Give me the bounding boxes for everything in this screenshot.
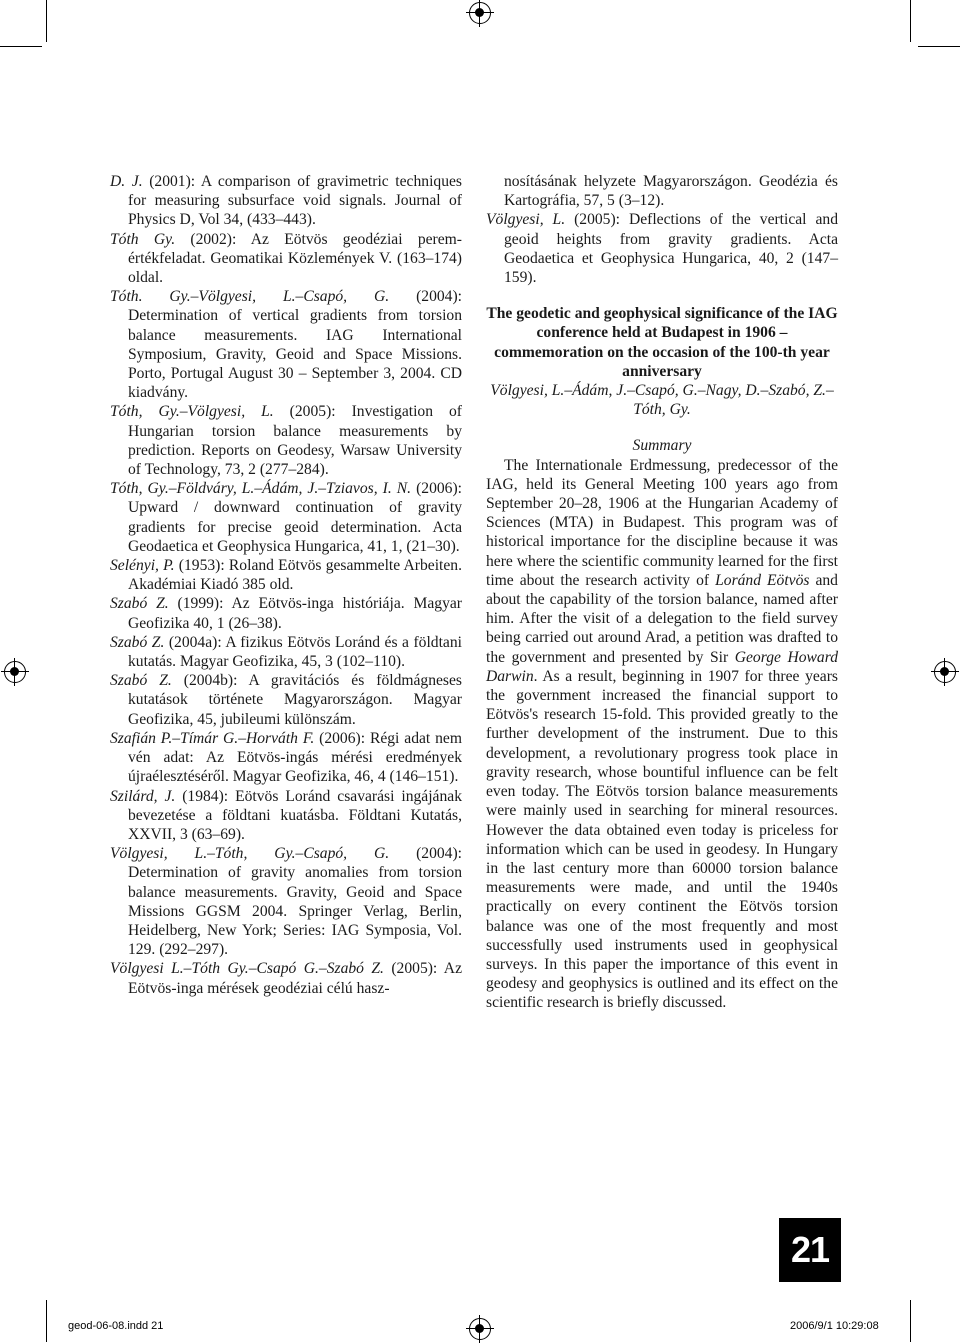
reference-author: Szabó Z. — [110, 633, 165, 651]
reference-item — [110, 402, 462, 479]
crop-mark — [46, 0, 47, 42]
reference-text: (1999): Az Eötvös-inga históriája. Magyar Geofizika 40, 1 (26–38). — [128, 595, 462, 632]
reference-item — [110, 787, 462, 845]
registration-mark-icon — [4, 661, 26, 683]
reference-item — [110, 671, 462, 729]
page-number: 21 — [779, 1218, 841, 1282]
summary-title: Summary — [632, 437, 692, 455]
reference-text: (2006): Régi adat nem vén adat: Az Eötvös-ingás mérési eredmények újraélesztéséről. Magyar Geofizika, 46, 4 (146–151). — [128, 729, 462, 786]
registration-mark-icon — [469, 1318, 491, 1340]
reference-author: Szafián P.–Tímár G.–Horváth F. — [110, 729, 315, 747]
crop-mark — [918, 46, 960, 47]
reference-item — [110, 959, 462, 997]
reference-author: Völgyesi, L. — [486, 211, 566, 229]
reference-item — [110, 287, 462, 402]
reference-text: (1953): Roland Eötvös gesammelte Arbeiten. Akadémiai Kiadó 385 old. — [128, 557, 463, 594]
reference-text: (2005): Investigation of Hungarian torsion balance measurements by prediction. Reports on Geodesy, Warsaw University of Technology, 73, 2 (277–284). — [128, 403, 462, 479]
reference-item — [110, 594, 462, 632]
reference-author: Völgyesi, L.–Tóth, Gy.–Csapó, G. — [110, 845, 390, 863]
crop-mark — [0, 46, 42, 47]
reference-author: Tóth, Gy.–Völgyesi, L. — [110, 403, 274, 421]
reference-item — [486, 172, 838, 210]
reference-item — [110, 479, 462, 556]
registration-mark-icon — [934, 661, 956, 683]
reference-item — [486, 210, 838, 287]
article-authors: Völgyesi, L.–Ádám, J.–Csapó, G.–Nagy, D.–Szabó, Z.–Tóth, Gy. — [490, 382, 834, 419]
reference-text: (1984): Eötvös Loránd csavarási ingájának bevezetése a földtani kuatásba. Földtani Kutatás, XXVII, 3 (63–69). — [128, 787, 462, 843]
reference-item — [110, 633, 462, 671]
reference-text: (2004b): A gravitációs és földmágneses kutatások története Magyarországon. Magyar Geofizika, 45, jubileumi különszám. — [128, 672, 462, 728]
person-name: George Howard Darwin — [486, 648, 838, 685]
reference-text: (2006): Upward / downward continuation of gravity gradients for precise geoid determination. Acta Geodaetica et Geophysica Hungarica, 41, 1, (21–30). — [128, 480, 462, 555]
crop-mark — [910, 0, 911, 42]
reference-author: Selényi, P. — [110, 557, 175, 575]
registration-mark-icon — [469, 2, 491, 24]
reference-text: (2004a): A fizikus Eötvös Loránd és a földtani kutatás. Magyar Geofizika, 45, 3 (102–110). — [128, 633, 462, 671]
reference-text: nosításának helyzete Magyarországon. Geodézia és Kartográfia, 57, 5 (3–12). — [504, 173, 838, 210]
reference-author: Szabó Z. — [110, 595, 169, 613]
crop-mark — [46, 1300, 47, 1342]
reference-item — [110, 844, 462, 959]
reference-text: (2004): Determination of gravity anomalies from torsion balance measurements. Gravity, Geoid and Space Missions GGSM 2004. Springer Verlag, Berlin, Heidelberg, New York; Series: IAG Symposia, Vol. 129. (292–297). — [128, 845, 462, 959]
person-name: Loránd Eötvös — [715, 571, 810, 589]
reference-author: Völgyesi L.–Tóth Gy.–Csapó G.–Szabó Z. — [110, 960, 384, 978]
reference-item — [110, 230, 462, 288]
crop-mark — [910, 1300, 911, 1342]
reference-author: Szilárd, J. — [110, 787, 176, 805]
right-column — [486, 172, 838, 1013]
reference-author: Tóth. Gy.–Völgyesi, L.–Csapó, G. — [110, 288, 390, 306]
reference-text: (2002): Az Eötvös geodéziai perem-értékfeladat. Geomatikai Közlemények V. (163–174) oldal. — [128, 230, 462, 287]
slug-file: geod-06-08.indd 21 — [68, 1320, 164, 1332]
summary-text: The Internationale Erdmessung, predecessor of the IAG, held its General Meeting 100 years ago from September 20–28, 1906 at the Hungarian Academy of Sciences (MTA) in Budapest. This program was of historical importance for the discipline because it was here where the scientific community learned for the first time about the research activity of Loránd Eötvös and about the capability of the torsion balance, named after him. After the visit of a delegation to the field survey being carried out around Arad, a petition was drafted to the government and presented by Sir George Howard Darwin. As a result, beginning in 1907 for three years the government increased the financial support to Eötvös's research 15-fold. This provided greatly to the further development of the instrument. Due to this development, a revolutionary progress took place in gravity research, whose bountiful influence can be felt even today. The Eötvös torsion balance measurements were mainly used in searching for mineral resources. However the data obtained even today is priceless for information which can be used in geodesy. In Hungary in the last century more than 60000 torsion balance measurements were made, and until the 1940s practically on every continent the Eötvös torsion balance was one of the most frequently and most successfully used instruments used in geophysical surveys. In this paper the importance of this event in geodesy and geophysics is outlined and its effect on the scientific research is briefly discussed. — [486, 456, 838, 1012]
reference-item — [110, 729, 462, 787]
reference-author: D. J. — [110, 173, 143, 190]
reference-text: (2005): Deflections of the vertical and geoid heights from gravity gradients. Acta Geodaetica et Geophysica Hungarica, 40, 2 (147–159). — [504, 211, 838, 287]
references-continued — [486, 172, 838, 287]
reference-text: (2004): Determination of vertical gradients from torsion balance measurements. IAG International Symposium, Gravity, Geoid and Space Missions. Porto, Portugal August 30 – September 3, 2004. CD kiadvány. — [128, 288, 462, 402]
reference-author: Tóth, Gy.–Földváry, L.–Ádám, J.–Tziavos, I. N. — [110, 480, 412, 498]
reference-text: (2001): A comparison of gravimetric techniques for measuring subsurface void signals. Journal of Physics D, Vol 34, (433–443). — [128, 173, 462, 229]
references-left-column — [110, 172, 462, 998]
reference-item — [110, 172, 462, 230]
reference-text: (2005): Az Eötvös-inga mérések geodéziai célú hasz- — [128, 960, 462, 997]
reference-item — [110, 556, 462, 594]
reference-author: Szabó Z. — [110, 672, 172, 690]
reference-author: Tóth Gy. — [110, 230, 176, 248]
article-heading: The geodetic and geophysical significance of the IAG conference held at Budapest in 1906 – commemoration on the occasion of the 100-th year anniversary — [486, 305, 838, 380]
slug-date: 2006/9/1 10:29:08 — [790, 1320, 879, 1332]
